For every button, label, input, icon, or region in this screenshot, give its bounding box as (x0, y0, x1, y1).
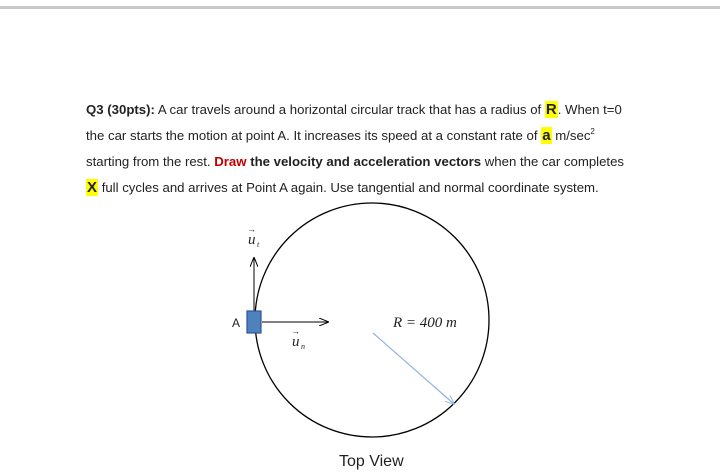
car-block (247, 311, 261, 333)
point-a-label: A (232, 316, 241, 330)
normal-unit-vector-label (291, 326, 305, 351)
question-line-1: Q3 (30pts): A car travels around a horizontal circular track that has a radius of R. When t=0 (86, 101, 622, 118)
svg-text:→: → (291, 326, 300, 336)
svg-text:u: u (292, 334, 300, 350)
question-number: Q3 (30pts): (86, 102, 155, 117)
radius-line (373, 333, 454, 404)
svg-text:u: u (248, 232, 256, 248)
svg-text:→: → (247, 224, 256, 234)
svg-text:n: n (301, 342, 305, 351)
variable-x-highlight: X (87, 179, 98, 196)
radius-value-label: R = 400 m (393, 315, 457, 331)
question-line-3: starting from the rest. Draw the velocity and acceleration vectors when the car completes (86, 154, 625, 169)
question-line-2: the car starts the motion at point A. It increases its speed at a constant rate of a $m/\sec^2$ (86, 127, 595, 144)
question-line-4: X full cycles and arrives at Point A again. Use tangential and normal coordinate system. (87, 179, 599, 196)
vectors-phrase: the velocity and acceleration vectors (250, 154, 482, 169)
variable-a-highlight: a (542, 127, 551, 144)
svg-text:t: t (257, 240, 260, 249)
acceleration-unit: $m/\sec^2$ (555, 127, 595, 143)
draw-keyword: Draw (214, 154, 247, 169)
variable-r-highlight: R (545, 101, 557, 118)
tangential-unit-vector-label (247, 224, 260, 249)
top-view-caption: Top View (339, 453, 404, 470)
